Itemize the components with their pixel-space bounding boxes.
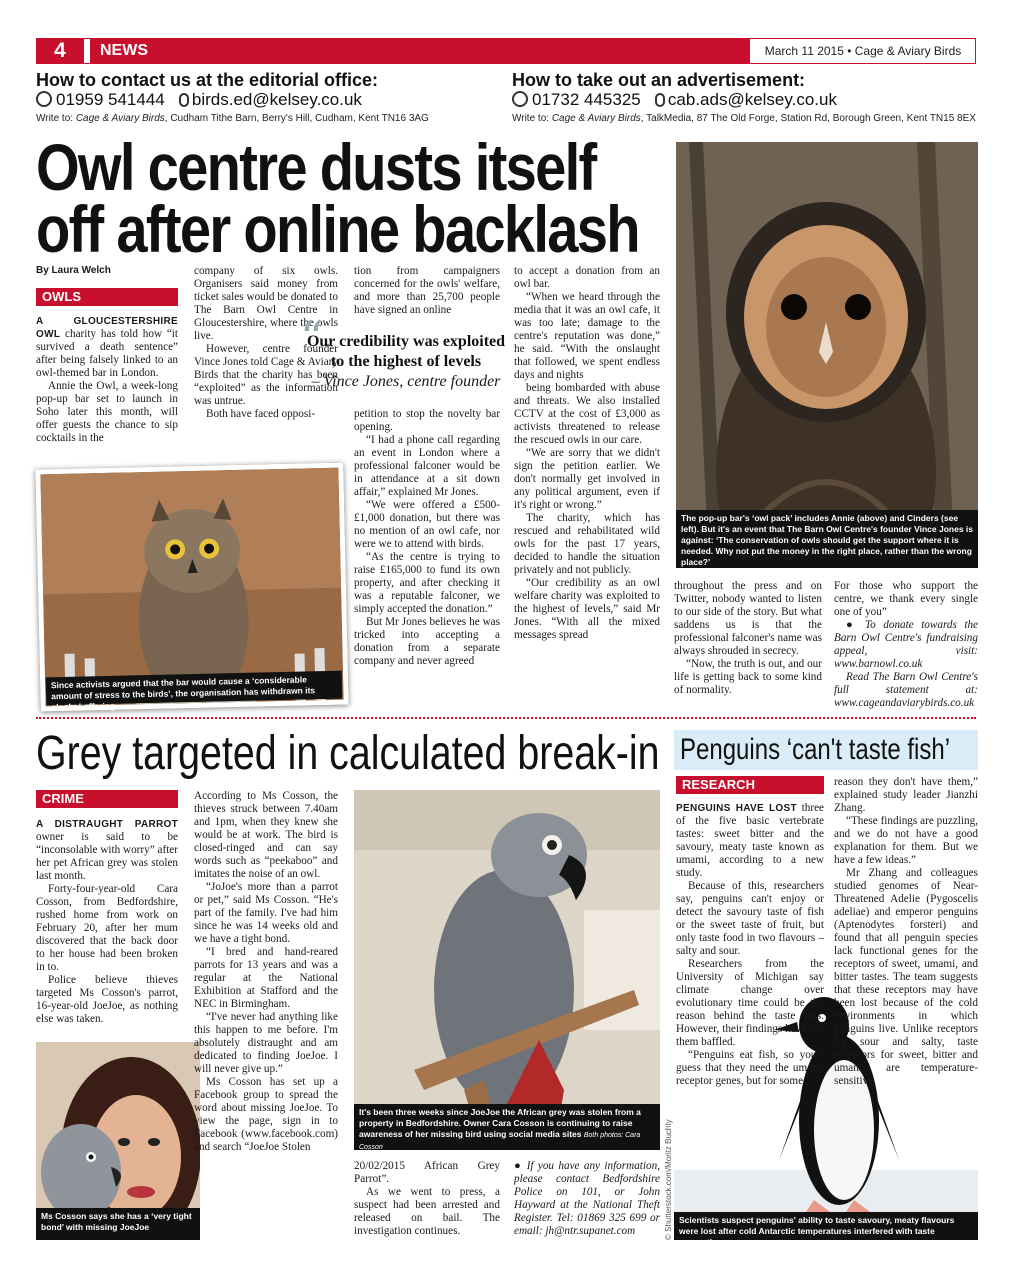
parrot-illustration xyxy=(354,790,660,1150)
owner-caption: Ms Cosson says she has a ‘very tight bond’ with missing JoeJoe xyxy=(36,1208,200,1240)
penguin-headline: Penguins ‘can't taste fish’ xyxy=(680,733,951,766)
penguin-col-2: reason they don't have them,” explained study leader Jianzhi Zhang. “These findings are puzzling, and we do not have a good explanation for them. But we have a few ideas.” Mr Zhang and colleagues studied genomes of Near-Threatened Adelie (Pygoscelis adeliae) and emperor penguins (Aptenodytes forsteri) and found that all penguin species lack functional genes for the receptors of sweet, umami, and bitter tastes. The team suggests that these receptors may have been lost because of the cold environments in which penguins live. Unlike receptors for sour and salty, taste receptors for sweet, bitter and umami are temperature-sensitive. xyxy=(834,776,978,1087)
owl-col-6: For those who support the centre, we thank every single one of you” ● To donate towards the Barn Owl Centre's fundraising appeal, visit: www.barnowl.co.uk Read The Barn Owl Centre's full statement at: www.cageandaviarybirds.co.uk xyxy=(834,580,978,709)
owl-byline: By Laura Welch xyxy=(36,265,111,276)
penguin-col-1: PENGUINS HAVE LOST three of the five basic vertebrate tastes: sweet bitter and the savoury, meaty taste known as umami, according to a new study. Because of this, researchers say, penguins can't enjoy or detect the savoury taste of fish or the sweet taste of fruit, but only taste food in two flavours – salty and sour. Researchers from the University of Michigan say climate change over evolutionary time could be the reason behind the taste loss. However, their findings have left them baffled. “Penguins eat fish, so you'd guess that they need the umami receptor genes, but for some xyxy=(676,802,824,1087)
owl-col-4: to accept a donation from an owl bar. “When we heard through the media that it was an owl cafe, it was too late; damage to the centre's reputation was done,” he said. “With the onslaught that followed, we spent endless days and nights being bombarded with abuse and threats. We also installed CCTV at the cost of £3,000 as activists threatened to release the rescued owls in our care. “We are sorry that we didn't sign the petition earlier. We don't normally get involved in any political argument, even if it's right or wrong.” The charity, which has rescued and rehabilitated wild owls for the past 17 years, decided to handle the situation privately and not publicly. “Our credibility as an owl welfare charity was exploited to the highest of levels,” said Mr Jones. “With all the mixed messages spread xyxy=(514,265,660,641)
page-number: 4 xyxy=(36,38,84,64)
horned-owl-caption: Since activists argued that the bar would cause a ‘considerable amount of stress to the birds’, the organisation has withdrawn its alcohol offering xyxy=(46,671,343,706)
penguin-tag: RESEARCH xyxy=(676,776,824,794)
advertising-heading: How to take out an advertisement: xyxy=(512,70,806,90)
barn-owl-caption: The pop-up bar's ‘owl pack’ includes Annie (above) and Cinders (see left). But it's an event that The Barn Owl Centre's founder Vince Jones is against: ‘The conservation of owls should get the support where it is needed. Why not put the money in the right place, rather than the wrong place?’ xyxy=(676,510,978,568)
horned-owl-illustration xyxy=(40,468,343,707)
owl-headline-line2: off after online backlash xyxy=(36,192,639,266)
barn-owl-illustration xyxy=(676,142,978,568)
grey-col-4 xyxy=(514,1160,660,1242)
phone-icon xyxy=(512,91,528,107)
read-statement[interactable]: Read The Barn Owl Centre's full statement at: www.cageandaviarybirds.co.uk xyxy=(834,671,978,709)
mouse-icon xyxy=(655,93,665,107)
editorial-address: Write to: Cage & Aviary Birds, Cudham Tithe Barn, Berry's Hill, Cudham, Kent TN16 3AG xyxy=(36,113,429,124)
section-label: NEWS xyxy=(90,38,750,64)
advertising-phone[interactable]: 01732 445325 xyxy=(532,90,641,109)
owl-tag: OWLS xyxy=(36,288,178,306)
grey-col-2: According to Ms Cosson, the thieves struck between 7.40am and 1pm, when they knew she would be at work. The bird is closed-ringed and can say words such as “peekaboo” and imitates the noise of an owl. “JoJoe's more than a parrot or pet,” said Ms Cosson. “He's part of the family. I've had him since he was 14 weeks old and we have a tight bond. “I bred and hand-reared parrots for 13 years and was a regular at the National Exhibition at Stafford and the NEC in Birmingham. “I've never had anything like this happen to me before. I'm absolutely distraught and am dedicated to finding JoeJoe. I will never give up.” Ms Cosson has set up a Facebook group to spread the word about missing JoeJoe. To view the page, sign in to Facebook (www.facebook.com) and search “JoeJoe Stolen xyxy=(194,790,338,1153)
advertising-email[interactable]: cab.ads@kelsey.co.uk xyxy=(667,90,837,109)
editorial-phone[interactable]: 01959 541444 xyxy=(56,90,165,109)
donate-info[interactable]: To donate towards the Barn Owl Centre's fundraising appeal, visit: www.barnowl.co.uk xyxy=(834,619,978,670)
phone-icon xyxy=(36,91,52,107)
owl-pull-quote xyxy=(300,332,512,392)
editorial-heading: How to contact us at the editorial office: xyxy=(36,70,379,90)
owl-col-2: company of six owls. Organisers said money from ticket sales would be donated to The Barn Owl Centre in Gloucestershire, where the owls live. However, centre founder Vince Jones told Cage & Aviary Birds that the charity has been “exploited” as the information was untrue. Both have faced opposi- xyxy=(194,265,338,420)
police-contact-info[interactable]: If you have any information, please contact Bedfordshire Police on 101, or John Hayward at the National Theft Register. Tel: 01869 325 699 or email: jh@ntr.supanet.com xyxy=(514,1160,660,1237)
penguin-photo-credit: © Shutterstock.com/Moritz Buchty xyxy=(664,1119,673,1240)
penguin-caption: Scientists suspect penguins' ability to taste savoury, meaty flavours were lost after cold Antarctic temperatures interfered with taste perception xyxy=(674,1212,978,1240)
pull-quote-text: Our credibility was exploited to the highest of levels xyxy=(306,333,506,370)
owl-lead: A GLOUCESTERSHIRE OWL xyxy=(36,316,178,340)
quote-mark-icon: “ xyxy=(300,311,324,365)
owl-col-3: petition to stop the novelty bar opening. “I had a phone call regarding an event in London where a professional falconer would be in attendance at a sit down affair,” explained Mr Jones. “We were offered a £500-£1,000 donation, but there was no mention of an owl cafe, nor were we to attend with birds. “As the centre is trying to raise £165,000 to fund its own property, and after checking it was a reputable falconer, we simply accepted the donation.” But Mr Jones believes he was tricked into accepting a donation from a separate company and never agreed xyxy=(354,408,500,667)
parrot-photo-credit: Both photos: Cara Cosson xyxy=(359,1132,641,1151)
bullet-icon: ● xyxy=(846,619,858,631)
parrot-photo xyxy=(354,790,660,1150)
bullet-icon: ● xyxy=(514,1160,523,1172)
dateline: March 11 2015 • Cage & Aviary Birds xyxy=(764,44,962,58)
parrot-caption: It's been three weeks since JoeJoe the African grey was stolen from a property in Bedfordshire. Owner Cara Cosson is continuing to raise awareness of her missing bird using social media sites Both photos: Cara Cosson xyxy=(354,1104,660,1150)
section-divider xyxy=(36,717,976,719)
editorial-contact xyxy=(36,70,506,125)
barn-owl-photo xyxy=(676,142,978,568)
grey-lead: A DISTRAUGHT PARROT xyxy=(36,819,178,830)
advertising-contact xyxy=(512,70,978,125)
penguin-lead: PENGUINS HAVE LOST xyxy=(676,803,797,814)
owl-col-5: throughout the press and on Twitter, nobody wanted to listen to our side of the story. But what saddens us is that the professional falconer's name was always shrouded in secrecy. “Now, the truth is out, and our life is getting back to some kind of normality. xyxy=(674,580,822,696)
pull-quote-attribution: – Vince Jones, centre founder xyxy=(311,373,501,390)
grey-col-1: A DISTRAUGHT PARROT owner is said to be “inconsolable with worry” after her pet African grey was stolen last month. Forty-four-year-old Cara Cosson, from Bedfordshire, rushed home from work on February 20, after her mum discovered that the back door to her house had been broken in to. Police believe thieves targeted Ms Cosson's parrot, 16-year-old JoeJoe, as nothing else was taken. xyxy=(36,819,178,1025)
editorial-email[interactable]: birds.ed@kelsey.co.uk xyxy=(191,90,362,109)
owl-col-1: A GLOUCESTERSHIRE OWL charity has told how “it survived a death sentence” after being falsely linked to an owl-themed bar in London. Annie the Owl, a week-long pop-up bar set to launch in Soho later this month, will offer guests the chance to sip cocktails in the xyxy=(36,316,178,444)
owl-headline-line1: Owl centre dusts itself xyxy=(36,130,596,204)
editorial-contact-line xyxy=(36,90,506,110)
advertising-contact-line xyxy=(512,90,978,110)
grey-headline: Grey targeted in calculated break-in xyxy=(36,727,660,780)
owl-col-3-top: tion from campaigners concerned for the owls' welfare, and more than 25,700 people have signed an online xyxy=(354,265,500,316)
mouse-icon xyxy=(179,93,189,107)
advertising-address: Write to: Cage & Aviary Birds, TalkMedia, 87 The Old Forge, Station Rd, Borough Green, Kent TN15 8EX xyxy=(512,113,976,124)
grey-tag: CRIME xyxy=(36,790,178,808)
grey-col-3: 20/02/2015 African Grey Parrot”. As we went to press, a suspect had been arrested and released on bail. The investigation continues. xyxy=(354,1160,500,1237)
